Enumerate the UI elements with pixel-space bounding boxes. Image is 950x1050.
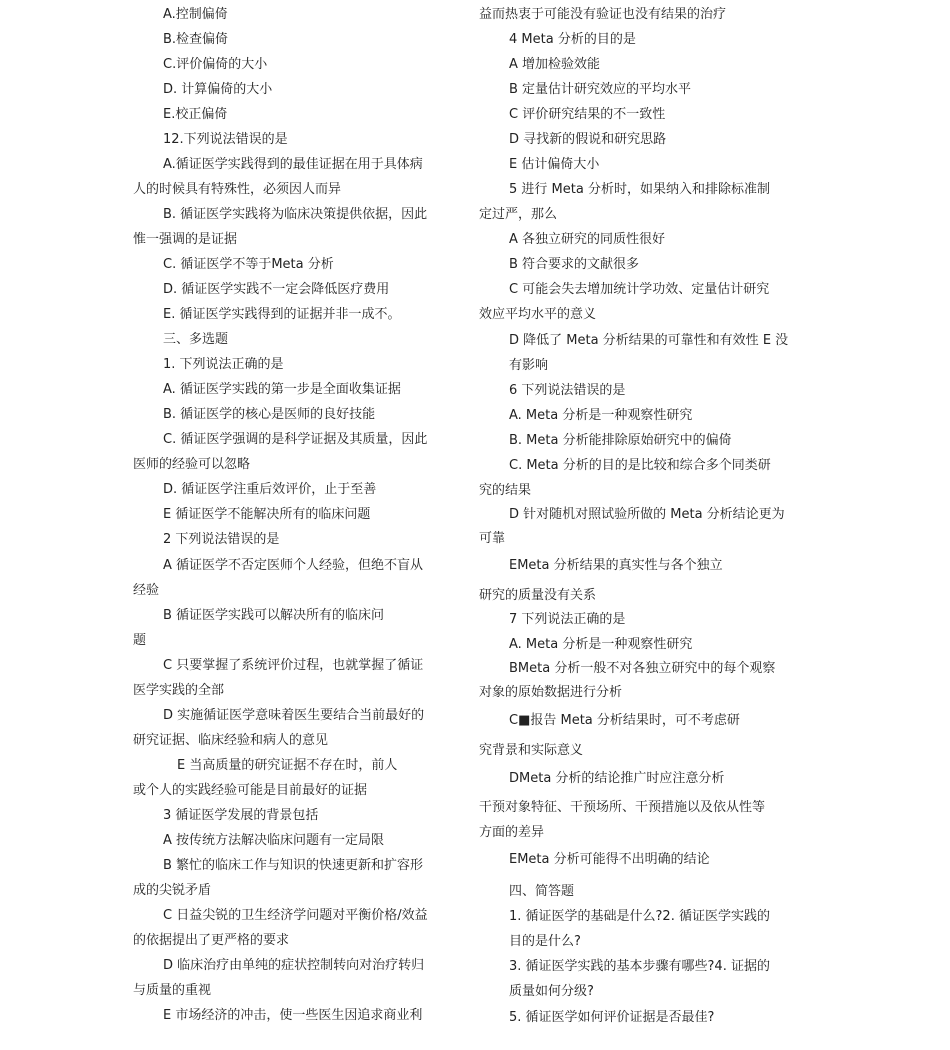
text-line: C. 循证医学不等于Meta 分析 bbox=[163, 257, 334, 272]
text-line: 医师的经验可以忽略 bbox=[133, 457, 251, 472]
text-line: D 降低了 Meta 分析结果的可靠性和有效性 E 没 bbox=[509, 333, 789, 348]
text-line: 质量如何分级? bbox=[509, 984, 594, 999]
text-line: 定过严，那么 bbox=[479, 207, 558, 222]
text-line: E 循证医学不能解决所有的临床问题 bbox=[163, 507, 371, 522]
text-line: 6 下列说法错误的是 bbox=[509, 383, 626, 398]
text-line: A 各独立研究的同质性很好 bbox=[509, 232, 666, 247]
text-line: 经验 bbox=[133, 583, 160, 598]
text-line: 12.下列说法错误的是 bbox=[163, 132, 288, 147]
text-line: D 寻找新的假说和研究思路 bbox=[509, 132, 667, 147]
text-line: 四、简答题 bbox=[509, 884, 575, 899]
text-line: 研究证据、临床经验和病人的意见 bbox=[133, 733, 329, 748]
text-line: 7 下列说法正确的是 bbox=[509, 612, 626, 627]
text-line: 题 bbox=[133, 633, 147, 648]
text-line: B 符合要求的文献很多 bbox=[509, 257, 640, 272]
text-line: 与质量的重视 bbox=[133, 983, 212, 998]
text-line: D. 循证医学注重后效评价，止于至善 bbox=[163, 482, 377, 497]
text-line: D 临床治疗由单纯的症状控制转向对治疗转归 bbox=[163, 958, 425, 973]
text-line: B. Meta 分析能排除原始研究中的偏倚 bbox=[509, 433, 732, 448]
text-line: 2 下列说法错误的是 bbox=[163, 532, 280, 547]
text-line: 人的时候具有特殊性，必须因人而异 bbox=[133, 182, 342, 197]
text-line: A.循证医学实践得到的最佳证据在用于具体病 bbox=[163, 157, 423, 172]
text-line: A 增加检验效能 bbox=[509, 57, 601, 72]
text-line: B 定量估计研究效应的平均水平 bbox=[509, 82, 692, 97]
text-line: 成的尖锐矛盾 bbox=[133, 883, 212, 898]
text-line: EMeta 分析结果的真实性与各个独立 bbox=[509, 558, 723, 573]
text-line: 效应平均水平的意义 bbox=[479, 307, 597, 322]
text-line: 惟一强调的是证据 bbox=[133, 232, 238, 247]
text-line: 有影响 bbox=[509, 358, 549, 373]
text-line: EMeta 分析可能得不出明确的结论 bbox=[509, 852, 710, 867]
text-line: B.检查偏倚 bbox=[163, 32, 229, 47]
text-line: C. 循证医学强调的是科学证据及其质量，因此 bbox=[163, 432, 428, 447]
text-line: E 估计偏倚大小 bbox=[509, 157, 600, 172]
text-line: 的依据提出了更严格的要求 bbox=[133, 933, 290, 948]
text-line: C. Meta 分析的目的是比较和综合多个同类研 bbox=[509, 458, 771, 473]
text-line: 究的结果 bbox=[479, 483, 532, 498]
text-line: B. 循证医学实践将为临床决策提供依据，因此 bbox=[163, 207, 428, 222]
text-line: E. 循证医学实践得到的证据并非一成不。 bbox=[163, 307, 401, 322]
text-line: E.校正偏倚 bbox=[163, 107, 228, 122]
text-line: D 针对随机对照试验所做的 Meta 分析结论更为 bbox=[509, 507, 785, 522]
text-line: C■报告 Meta 分析结果时，可不考虑研 bbox=[509, 713, 740, 728]
text-line: 1. 下列说法正确的是 bbox=[163, 357, 284, 372]
text-line: B 繁忙的临床工作与知识的快速更新和扩容形 bbox=[163, 858, 424, 873]
text-line: 对象的原始数据进行分析 bbox=[479, 685, 623, 700]
text-line: 3 循证医学发展的背景包括 bbox=[163, 808, 319, 823]
text-line: 1. 循证医学的基础是什么?2. 循证医学实践的 bbox=[509, 909, 770, 924]
text-line: D. 循证医学实践不一定会降低医疗费用 bbox=[163, 282, 390, 297]
text-line: 目的是什么? bbox=[509, 934, 581, 949]
text-line: 4 Meta 分析的目的是 bbox=[509, 32, 636, 47]
text-line: 干预对象特征、干预场所、干预措施以及依从性等 bbox=[479, 800, 766, 815]
text-line: BMeta 分析一般不对各独立研究中的每个观察 bbox=[509, 661, 776, 676]
text-line: A 循证医学不否定医师个人经验，但绝不盲从 bbox=[163, 558, 424, 573]
text-line: 5 进行 Meta 分析时，如果纳入和排除标准制 bbox=[509, 182, 770, 197]
text-line: 三、多选题 bbox=[163, 332, 229, 347]
text-line: 5. 循证医学如何评价证据是否最佳? bbox=[509, 1010, 715, 1025]
text-line: 医学实践的全部 bbox=[133, 683, 225, 698]
text-line: C 评价研究结果的不一致性 bbox=[509, 107, 666, 122]
text-line: A. Meta 分析是一种观察性研究 bbox=[509, 637, 693, 652]
text-line: 益而热衷于可能没有验证也没有结果的治疗 bbox=[479, 7, 727, 22]
text-line: C 日益尖锐的卫生经济学问题对平衡价格/效益 bbox=[163, 908, 428, 923]
text-line: A 按传统方法解决临床问题有一定局限 bbox=[163, 833, 385, 848]
text-line: D 实施循证医学意味着医生要结合当前最好的 bbox=[163, 708, 425, 723]
text-line: C 只要掌握了系统评价过程，也就掌握了循证 bbox=[163, 658, 424, 673]
text-line: A. 循证医学实践的第一步是全面收集证据 bbox=[163, 382, 401, 397]
text-line: 可靠 bbox=[479, 531, 506, 546]
text-line: A.控制偏倚 bbox=[163, 7, 228, 22]
text-line: B 循证医学实践可以解决所有的临床问 bbox=[163, 608, 385, 623]
text-line: C.评价偏倚的大小 bbox=[163, 57, 268, 72]
text-line: 3. 循证医学实践的基本步骤有哪些?4. 证据的 bbox=[509, 959, 770, 974]
text-line: 或个人的实践经验可能是目前最好的证据 bbox=[133, 783, 368, 798]
text-line: 究背景和实际意义 bbox=[479, 743, 584, 758]
text-line: D. 计算偏倚的大小 bbox=[163, 82, 273, 97]
text-line: 方面的差异 bbox=[479, 825, 545, 840]
text-line: DMeta 分析的结论推广时应注意分析 bbox=[509, 771, 725, 786]
text-line: E 市场经济的冲击，使一些医生因追求商业利 bbox=[163, 1008, 423, 1023]
text-line: 研究的质量没有关系 bbox=[479, 588, 597, 603]
text-line: B. 循证医学的核心是医师的良好技能 bbox=[163, 407, 376, 422]
text-line: A. Meta 分析是一种观察性研究 bbox=[509, 408, 693, 423]
text-line: C 可能会失去增加统计学功效、定量估计研究 bbox=[509, 282, 770, 297]
text-line: E 当高质量的研究证据不存在时，前人 bbox=[177, 758, 398, 773]
